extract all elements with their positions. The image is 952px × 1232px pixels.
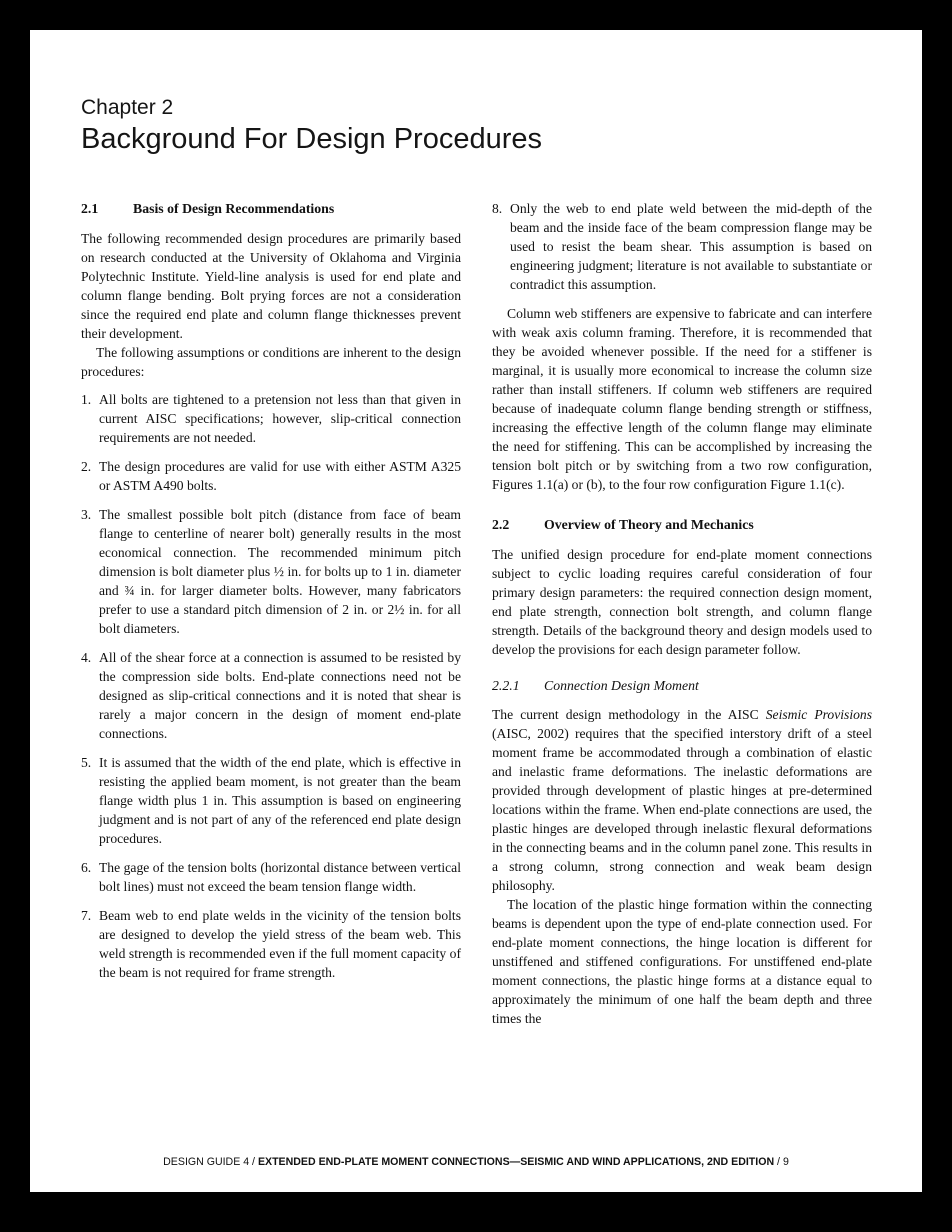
- paragraph-intro: The following recommended design procedures are primarily based on research conducted at the University of Oklahoma and Virginia Polytechnic Institute. Yield-line analysis is used for end plate and column flange bending. Bolt prying forces are not a consideration since the required end plate and column flange thicknesses prevent their development.: [81, 230, 461, 341]
- list-item-number: 3.: [81, 506, 92, 522]
- subsection-heading-2-2-1: [492, 676, 872, 695]
- list-item: [81, 648, 461, 743]
- list-item-number: 5.: [81, 754, 92, 770]
- paragraph-text-run: The current design methodology in the AISC: [492, 706, 766, 722]
- footer-guide-label: DESIGN GUIDE 4 /: [163, 1156, 258, 1168]
- list-item-number: 8.: [492, 200, 503, 216]
- footer-page-number: / 9: [774, 1156, 789, 1168]
- paragraph-assumptions-lead: The following assumptions or conditions are inherent to the design procedures:: [81, 344, 461, 379]
- assumptions-list-continued: [492, 199, 872, 294]
- section-title: Basis of Design Recommendations: [133, 200, 335, 216]
- assumptions-list: [81, 390, 461, 982]
- list-item-text: All of the shear force at a connection is assumed to be resisted by the compression side bolts. End-plate connections need not be designed as slip-critical connections and it is noted that shear is rarely a major concern in the design of moment end-plate connections.: [99, 649, 461, 741]
- list-item-number: 1.: [81, 391, 92, 407]
- list-item: [492, 199, 872, 294]
- list-item-text: The gage of the tension bolts (horizontal distance between vertical bolt lines) must not exceed the beam tension flange width.: [99, 859, 461, 894]
- section-heading-2-1: [81, 199, 461, 218]
- chapter-header: [81, 96, 871, 157]
- list-item: [81, 906, 461, 982]
- paragraph-unified-procedure: The unified design procedure for end-plate moment connections subject to cyclic loading requires careful consideration of four primary design parameters: the required connection design moment, end plate strength, connection bolt strength, and column flange strength. Details of the background theory and design models used to develop the provisions for each design parameter follow.: [492, 546, 872, 657]
- two-column-layout: [81, 199, 871, 1028]
- list-item-text: Beam web to end plate welds in the vicinity of the tension bolts are designed to develop the yield stress of the beam web. This weld strength is recommended even if the full moment capacity of the beam is not required for frame strength.: [99, 907, 461, 980]
- list-item-text: It is assumed that the width of the end plate, which is effective in resisting the applied beam moment, is not greater than the beam flange width plus 1 in. This assumption is based on engineering judgment and is not part of any of the referenced end plate design procedures.: [99, 754, 461, 846]
- paragraph-stiffeners: Column web stiffeners are expensive to fabricate and can interfere with weak axis column framing. Therefore, it is recommended that they be avoided whenever possible. If the need for a stiffener is marginal, it is usually more economical to increase the column size rather than install stiffeners. If column web stiffeners are required because of inadequate column flange bending strength or stiffness, increasing the effective length of the column flange may eliminate the need for stiffening. This can be accomplished by increasing the tension bolt pitch or by switching from a two row configuration, Figures 1.1(a) or (b), to the four row configuration Figure 1.1(c).: [492, 305, 872, 492]
- section-title: Overview of Theory and Mechanics: [544, 516, 754, 532]
- section-number: 2.2: [492, 516, 510, 532]
- right-column: [492, 199, 872, 1028]
- subsection-number: 2.2.1: [492, 677, 520, 693]
- paragraph-design-methodology: [492, 705, 872, 895]
- paragraph-text-run: (AISC, 2002) requires that the specified interstory drift of a steel moment frame be accommodated through a combination of elastic and inelastic frame deformations. The inelastic deformations are provided through development of plastic hinges at pre-determined locations within the frame. When end-plate connections are used, the plastic hinges are developed through inelastic flexural deformations in the connecting beams and in the column panel zone. This results in a strong column, strong connection and weak beam design philosophy.: [492, 725, 872, 893]
- subsection-title: Connection Design Moment: [544, 677, 699, 693]
- list-item: [81, 753, 461, 848]
- document-page: [30, 30, 922, 1192]
- list-item-text: The smallest possible bolt pitch (distance from face of beam flange to centerline of nearer bolt) generally results in the most economical connection. The recommended minimum pitch dimension is bolt diameter plus ½ in. for bolts up to 1 in. diameter and ¾ in. for larger diameter bolts. However, many fabricators prefer to use a standard pitch dimension of 2 in. or 2½ in. for all bolt diameters.: [99, 506, 461, 636]
- left-column: [81, 199, 461, 1028]
- section-heading-2-2: [492, 515, 872, 534]
- footer-book-title: EXTENDED END-PLATE MOMENT CONNECTIONS—SEISMIC AND WIND APPLICATIONS, 2ND EDITION: [257, 1156, 775, 1168]
- list-item-text: All bolts are tightened to a pretension not less than that given in current AISC specifications; however, slip-critical connection requirements are not needed.: [99, 391, 461, 445]
- list-item-number: 4.: [81, 649, 92, 665]
- list-item-number: 2.: [81, 458, 92, 474]
- list-item: [81, 858, 461, 896]
- section-number: 2.1: [81, 200, 99, 216]
- page-footer: [30, 1156, 922, 1168]
- list-item: [81, 390, 461, 447]
- list-item-text: The design procedures are valid for use with either ASTM A325 or ASTM A490 bolts.: [99, 458, 461, 493]
- list-item-number: 6.: [81, 859, 92, 875]
- page-title: Background For Design Procedures: [81, 123, 543, 156]
- list-item: [81, 457, 461, 495]
- list-item-text: Only the web to end plate weld between the mid-depth of the beam and the inside face of the beam compression flange may be used to resist the beam shear. This assumption is based on engineering judgment; literature is not available to substantiate or contradict this assumption.: [510, 200, 872, 292]
- chapter-label: Chapter 2: [81, 96, 174, 119]
- list-item: [81, 505, 461, 638]
- paragraph-hinge-location: The location of the plastic hinge formation within the connecting beams is dependent upon the type of end-plate connection used. For end-plate moment connections, the hinge location is different for unstiffened and stiffened configurations. For unstiffened end-plate moment connections, the plastic hinge forms at a distance equal to approximately the minimum of one half the beam depth and three times the: [492, 896, 872, 1026]
- list-item-number: 7.: [81, 907, 92, 923]
- italic-citation: Seismic Provisions: [765, 706, 872, 722]
